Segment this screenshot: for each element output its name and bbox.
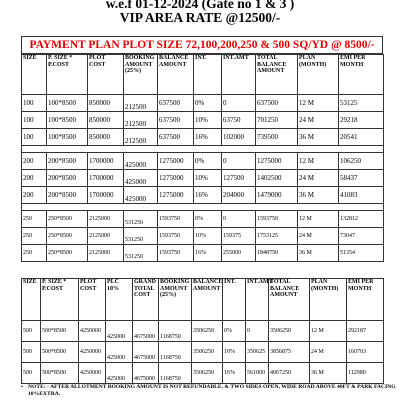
table-cell: 200*8500 — [47, 170, 88, 187]
table-cell: 1753125 — [256, 228, 298, 245]
table-cell: 53125 — [339, 95, 384, 112]
table-row — [22, 153, 384, 170]
table-cell: 51354 — [339, 245, 384, 262]
table-cell: 255000 — [222, 245, 256, 262]
table-cell: 200*8500 — [47, 153, 88, 170]
table-cell: 850000 — [88, 112, 124, 129]
table-cell: 200 — [22, 153, 47, 170]
table-cell: 204000 — [222, 187, 256, 204]
table-cell: 1848750 — [256, 245, 298, 262]
table-cell: 425000 — [124, 187, 158, 204]
table-cell: 1593750 — [256, 211, 298, 228]
table-cell: 24 M — [310, 342, 347, 363]
col-header: P. SIZE * P.COST — [47, 55, 88, 95]
table-row — [22, 342, 384, 363]
table-cell: 350625 — [246, 342, 269, 363]
col-header: SIZE — [22, 55, 47, 95]
bullet-icon: • — [21, 384, 23, 390]
table-header-row — [22, 279, 384, 321]
table-cell: 425000 — [124, 153, 158, 170]
col-header: BOOKING AMOUNT (25%) — [124, 55, 158, 95]
table-cell: 500*8500 — [41, 363, 79, 384]
table-cell: 1593750 — [158, 228, 194, 245]
col-header: GRAND TOTAL COST — [133, 279, 159, 321]
col-header: TOTAL BALANCE AMOUNT — [269, 279, 310, 321]
table-cell: 500*8500 — [41, 321, 79, 342]
table-cell: 200 — [22, 170, 47, 187]
page-title: w.e.f 01-12-2024 (Gate no 1 & 3 ) — [105, 0, 295, 11]
table-row — [22, 228, 384, 245]
table-cell: 36 M — [298, 187, 339, 204]
table-cell: 531250 — [124, 211, 158, 228]
table-cell: 212500 — [124, 129, 158, 146]
table-cell: 1700000 — [88, 187, 124, 204]
group-spacer — [22, 204, 384, 211]
table-cell: 12 M — [298, 153, 339, 170]
table-cell: 20541 — [339, 129, 384, 146]
table-cell: 36 M — [298, 245, 339, 262]
table-cell: 637500 — [158, 129, 194, 146]
table-cell: 1593750 — [158, 245, 194, 262]
table-cell: 0 — [222, 211, 256, 228]
table-cell: 63750 — [222, 112, 256, 129]
table-cell: 3506250 — [269, 321, 310, 342]
table-cell: 100*8500 — [47, 112, 88, 129]
payment-plan-table — [21, 54, 384, 262]
table-cell: 4675000 — [133, 321, 159, 342]
table-cell: 4067250 — [269, 363, 310, 384]
table-cell: 132812 — [339, 211, 384, 228]
table-cell: 425000 — [106, 321, 133, 342]
table-cell: 24 M — [298, 170, 339, 187]
table-cell: 250 — [22, 245, 47, 262]
table-row — [22, 363, 384, 384]
table-cell: 3506250 — [192, 321, 223, 342]
table-cell: 1168750 — [159, 363, 192, 384]
table-cell: 24 M — [298, 112, 339, 129]
table-cell: 250 — [22, 211, 47, 228]
table-cell: 4250000 — [79, 363, 106, 384]
table-cell: 531250 — [124, 228, 158, 245]
table-cell: 106250 — [339, 153, 384, 170]
table-cell: 58437 — [339, 170, 384, 187]
table-cell: 4675000 — [133, 363, 159, 384]
table-cell: 112980 — [347, 363, 384, 384]
table-cell: 292187 — [347, 321, 384, 342]
table-header-row — [22, 55, 384, 95]
table-cell: 701250 — [256, 112, 298, 129]
table-cell: 0 — [246, 321, 269, 342]
table-cell: 637500 — [256, 95, 298, 112]
table-cell: 12 M — [298, 95, 339, 112]
table-cell: 212500 — [124, 112, 158, 129]
table-cell: 561000 — [246, 363, 269, 384]
table-cell: 637500 — [158, 112, 194, 129]
table-cell: 3506250 — [192, 342, 223, 363]
table-cell: 1168750 — [159, 321, 192, 342]
table-cell: 41083 — [339, 187, 384, 204]
table-cell: 1275000 — [158, 187, 194, 204]
table-cell: 36 M — [310, 363, 347, 384]
table-row — [22, 245, 384, 262]
col-header: BALANCE AMOUNT — [158, 55, 194, 95]
table-cell: 10% — [194, 170, 222, 187]
table-cell: 160703 — [347, 342, 384, 363]
table-cell: 200 — [22, 187, 47, 204]
col-header: INT. — [223, 279, 246, 321]
table-cell: 0 — [222, 95, 256, 112]
col-header: EMI PER MONTH — [347, 279, 384, 321]
table-cell: 4675000 — [133, 342, 159, 363]
table-cell: 0% — [223, 321, 246, 342]
table-cell: 850000 — [88, 95, 124, 112]
table-cell: 212500 — [124, 95, 158, 112]
table-cell: 1275000 — [158, 153, 194, 170]
col-header: BOOKING AMOUNT (25%) — [159, 279, 192, 321]
table-row — [22, 170, 384, 187]
table-cell: 100 — [22, 95, 47, 112]
table-cell: 1275000 — [158, 170, 194, 187]
table-cell: 12 M — [310, 321, 347, 342]
table-cell: 1479000 — [256, 187, 298, 204]
table-cell: 16% — [223, 363, 246, 384]
table-cell: 1700000 — [88, 170, 124, 187]
table-cell: 1402500 — [256, 170, 298, 187]
col-header: INT.AMT — [222, 55, 256, 95]
table-cell: 159375 — [222, 228, 256, 245]
col-header: PLAN (MONTH) — [298, 55, 339, 95]
table-cell: 16% — [194, 129, 222, 146]
col-header: SIZE — [22, 279, 41, 321]
table-cell: 250 — [22, 228, 47, 245]
table-cell: 16% — [194, 187, 222, 204]
table-cell: 3856875 — [269, 342, 310, 363]
table-cell: 0% — [194, 153, 222, 170]
table-cell: 3506250 — [192, 363, 223, 384]
table-cell: 2125000 — [88, 228, 124, 245]
table-cell: 500 — [22, 363, 41, 384]
col-header: PLOT COST — [79, 279, 106, 321]
table-row — [22, 211, 384, 228]
table-cell: 425000 — [124, 170, 158, 187]
col-header: BALANCE AMOUNT — [192, 279, 223, 321]
table-cell: 425000 — [106, 363, 133, 384]
table-cell: 127500 — [222, 170, 256, 187]
table-cell: 0% — [194, 211, 222, 228]
table-cell: 850000 — [88, 129, 124, 146]
table-cell: 10% — [194, 112, 222, 129]
table-cell: 500*8500 — [41, 342, 79, 363]
table-cell: 1168750 — [159, 342, 192, 363]
table-cell: 739500 — [256, 129, 298, 146]
table-row — [22, 187, 384, 204]
col-header: TOTAL BALANCE AMOUNT — [256, 55, 298, 95]
table-cell: 16% — [194, 245, 222, 262]
table-cell: 36 M — [298, 129, 339, 146]
table-cell: 1593750 — [158, 211, 194, 228]
col-header: PLAN (MONTH) — [310, 279, 347, 321]
table-cell: 73047 — [339, 228, 384, 245]
table-cell: 250*8500 — [47, 228, 88, 245]
table-cell: 4250000 — [79, 342, 106, 363]
table-cell: 1700000 — [88, 153, 124, 170]
table-cell: 2125000 — [88, 211, 124, 228]
table-cell: 24 M — [298, 228, 339, 245]
table-cell: 531250 — [124, 245, 158, 262]
table-row — [22, 129, 384, 146]
refund-note — [21, 384, 400, 398]
page-subtitle: VIP AREA RATE @12500/- — [119, 10, 281, 25]
table-cell: 100*8500 — [47, 95, 88, 112]
table-cell: 250*8500 — [47, 211, 88, 228]
table-cell: 0% — [194, 95, 222, 112]
col-header: P. SIZE * P.COST — [41, 279, 79, 321]
table-cell: 100*8500 — [47, 129, 88, 146]
note-text: NOTE: - AFTER ALLOTMENT BOOKING AMOUNT IS NOT REFUNDABLE. & TWO SIDES OPEN, WIDE ROAD ABOVE 40FT & PARK FACING 10%EXTRA. — [28, 384, 396, 397]
table-cell: 500 — [22, 321, 41, 342]
table-cell: 4250000 — [79, 321, 106, 342]
table-cell: 1275000 — [256, 153, 298, 170]
table-cell: 0 — [222, 153, 256, 170]
group-spacer — [22, 146, 384, 153]
table-row — [22, 321, 384, 342]
table-cell: 100 — [22, 112, 47, 129]
col-header: INT. — [194, 55, 222, 95]
table-cell: 250*8500 — [47, 245, 88, 262]
col-header: PLC 10% — [106, 279, 133, 321]
col-header: EMI PER MONTH — [339, 55, 384, 95]
table-cell: 2125000 — [88, 245, 124, 262]
table-row — [22, 112, 384, 129]
table-cell: 637500 — [158, 95, 194, 112]
table-cell: 102000 — [222, 129, 256, 146]
table-cell: 10% — [223, 342, 246, 363]
table-cell: 425000 — [106, 342, 133, 363]
table-cell: 100 — [22, 129, 47, 146]
payment-plan-banner: PAYMENT PLAN PLOT SIZE 72,100,200,250 & 500 SQ/YD @ 8500/- — [21, 36, 383, 54]
payment-plan-table-500 — [21, 278, 384, 384]
table-cell: 200*8500 — [47, 187, 88, 204]
table-cell: 29218 — [339, 112, 384, 129]
col-header: INT.AMT — [246, 279, 269, 321]
table-cell: 12 M — [298, 211, 339, 228]
table-cell: 500 — [22, 342, 41, 363]
col-header: PLOT COST — [88, 55, 124, 95]
table-row — [22, 95, 384, 112]
table-cell: 10% — [194, 228, 222, 245]
